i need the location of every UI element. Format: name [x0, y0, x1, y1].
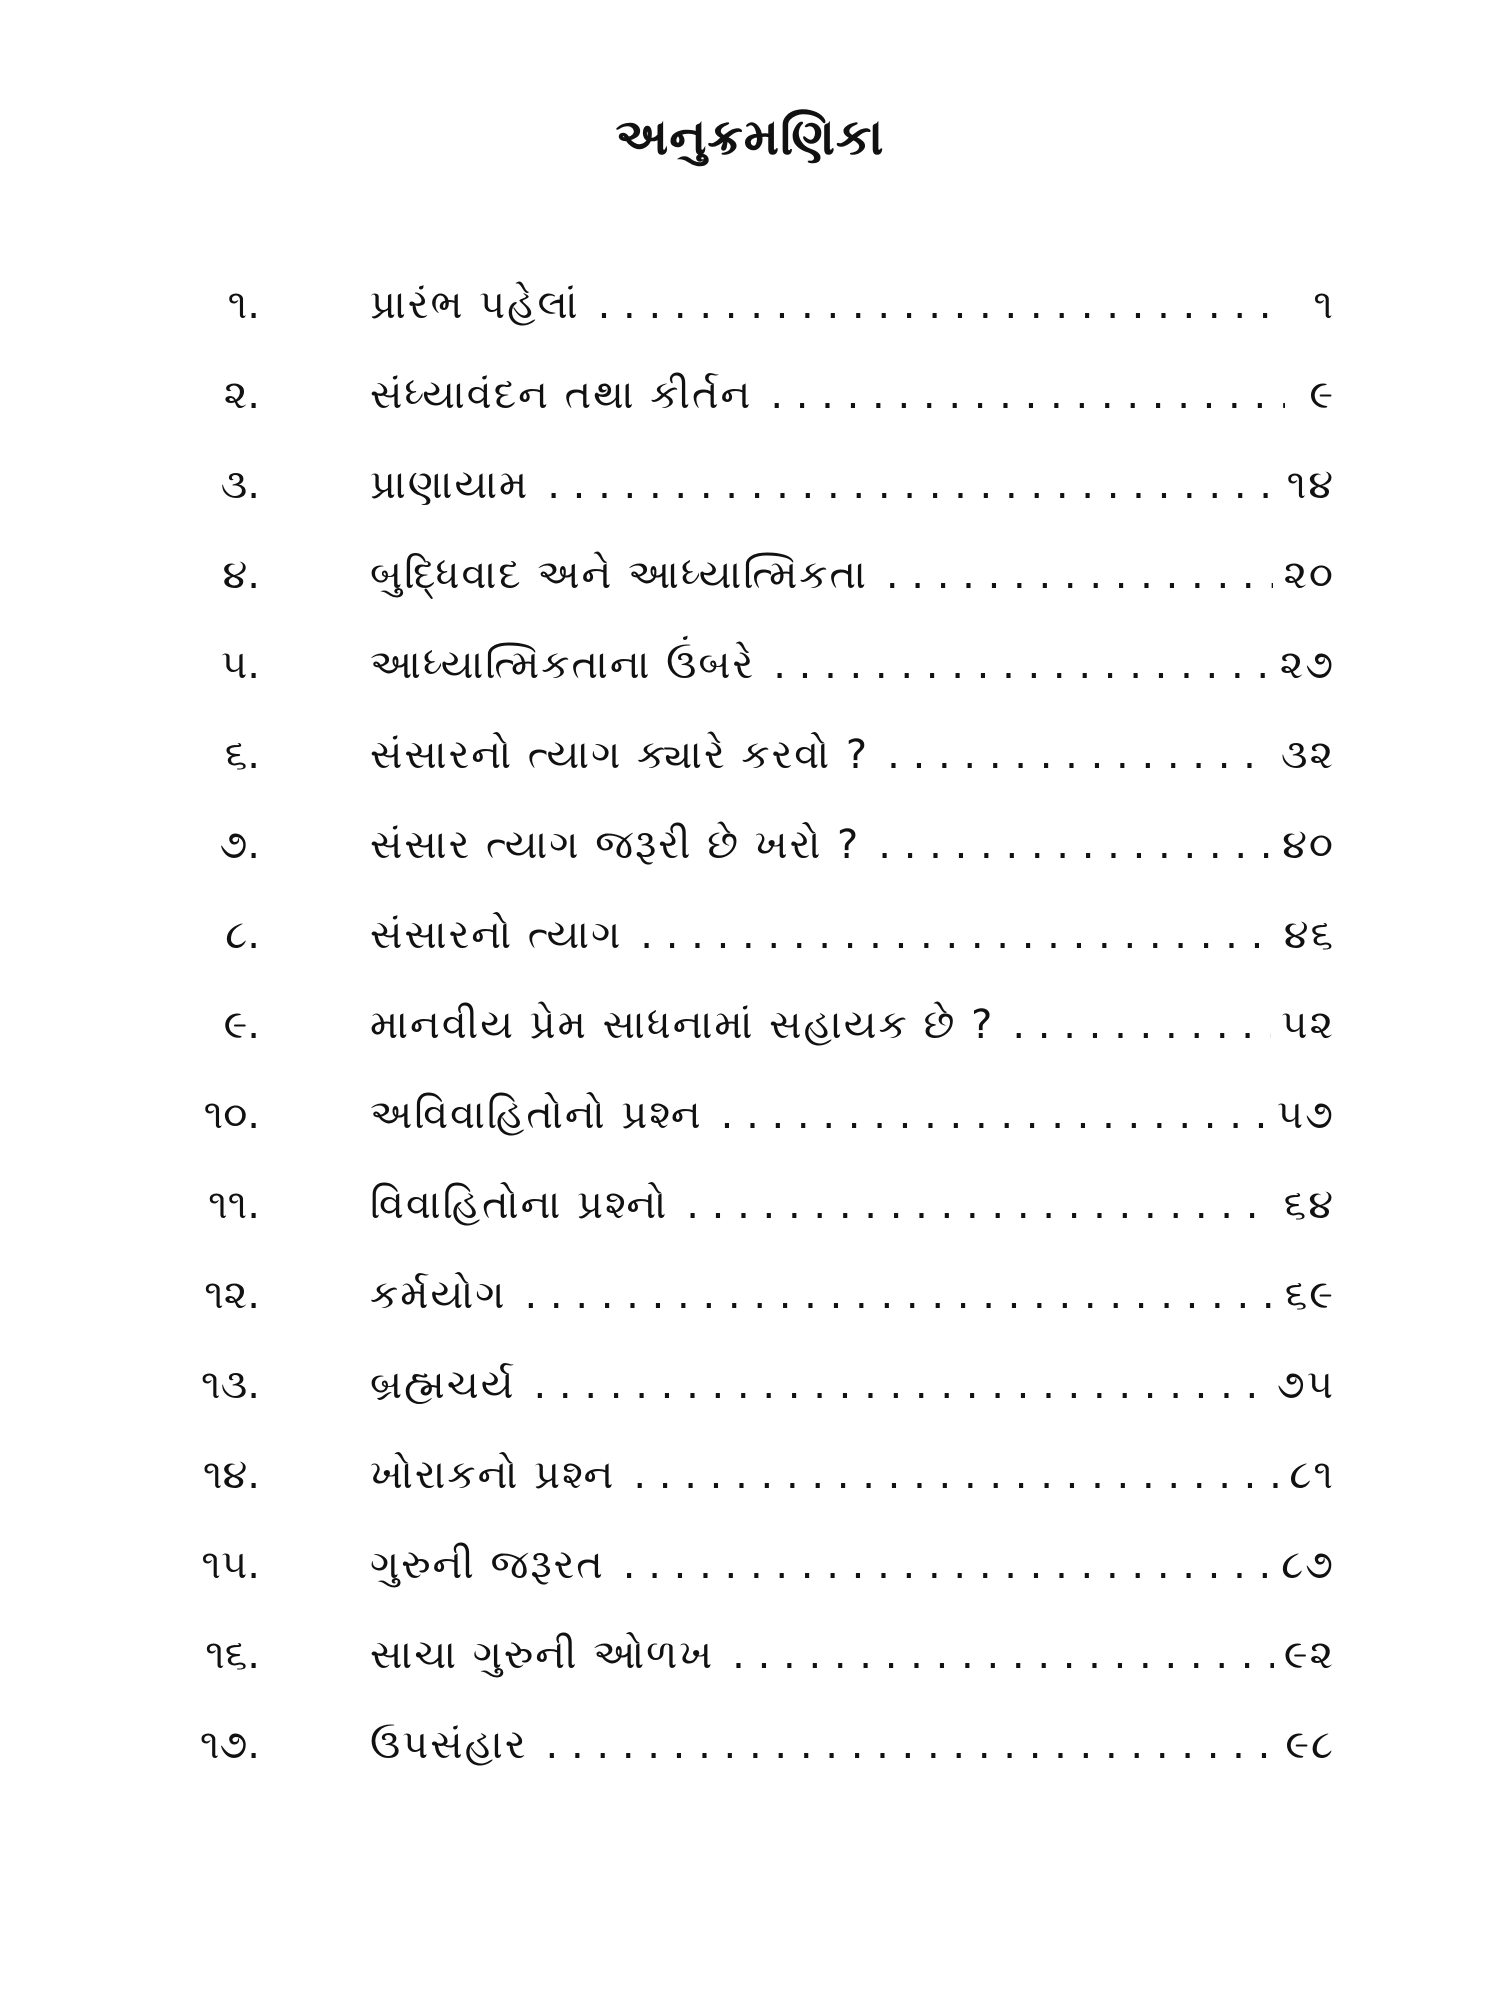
toc-entry-title: બ્રહ્મચર્ય	[370, 1362, 516, 1408]
toc-entry-page-number: ૬૯	[1284, 1272, 1335, 1318]
toc-entry-number: ૪.	[222, 552, 260, 598]
toc-entry	[150, 822, 1335, 912]
toc-entry	[150, 552, 1335, 642]
toc-entry-number: ૧૭.	[199, 1722, 260, 1768]
toc-entry-title: ઉપસંહાર	[370, 1722, 528, 1768]
dot-leader	[598, 282, 1285, 328]
dot-leader	[887, 732, 1271, 778]
toc-entry-title: પ્રાણાયામ	[370, 462, 530, 508]
toc-entry-number: ૧૧.	[208, 1182, 260, 1228]
table-of-contents	[150, 282, 1335, 1812]
toc-entry-page-number: ૬૪	[1283, 1182, 1335, 1228]
dot-leader	[770, 372, 1285, 418]
toc-entry	[150, 282, 1335, 372]
toc-entry-title: કર્મયોગ	[370, 1272, 507, 1318]
toc-entry	[150, 462, 1335, 552]
toc-entry-number: ૧૫.	[201, 1542, 260, 1588]
toc-entry-title: માનવીય પ્રેમ સાધનામાં સહાયક છે ?	[370, 1002, 995, 1048]
dot-leader	[878, 822, 1272, 868]
toc-entry-title: પ્રારંભ પહેલાં	[370, 282, 580, 328]
toc-entry	[150, 1452, 1335, 1542]
toc-entry-title: સાચા ગુરુની ઓળખ	[370, 1632, 715, 1678]
toc-entry-number: ૭.	[219, 822, 260, 868]
toc-entry-number: ૨.	[223, 372, 260, 418]
toc-entry-page-number: ૧૪	[1286, 462, 1335, 508]
toc-entry-number: ૧૨.	[204, 1272, 260, 1318]
toc-entry-page-number: ૯૮	[1285, 1722, 1335, 1768]
toc-entry-page-number: ૪૦	[1282, 822, 1335, 868]
toc-entry-page-number: ૩૨	[1280, 732, 1335, 778]
toc-entry	[150, 1542, 1335, 1632]
dot-leader	[886, 552, 1274, 598]
dot-leader	[686, 1182, 1274, 1228]
toc-entry-title: ખોરાકનો પ્રશ્ન	[370, 1452, 616, 1498]
toc-entry	[150, 1632, 1335, 1722]
toc-entry	[150, 912, 1335, 1002]
toc-entry-number: ૧૪.	[202, 1452, 260, 1498]
dot-leader	[623, 1542, 1271, 1588]
toc-entry	[150, 1272, 1335, 1362]
toc-entry	[150, 732, 1335, 822]
dot-leader	[773, 642, 1270, 688]
dot-leader	[721, 1092, 1267, 1138]
toc-entry	[150, 1182, 1335, 1272]
toc-entry-page-number: ૯	[1309, 372, 1335, 418]
toc-entry-number: ૬.	[224, 732, 260, 778]
toc-entry-page-number: ૫૨	[1281, 1002, 1335, 1048]
toc-entry-number: ૧૩.	[201, 1362, 260, 1408]
toc-entry-title: બુદ્ધિવાદ અને આધ્યાત્મિકતા	[370, 552, 868, 598]
toc-entry-page-number: ૧	[1313, 282, 1335, 328]
toc-entry-title: ગુરુની જરૂરત	[370, 1542, 605, 1588]
dot-leader	[1012, 1002, 1271, 1048]
toc-entry-number: ૩.	[220, 462, 260, 508]
dot-leader	[546, 1722, 1276, 1768]
toc-entry-page-number: ૮૧	[1289, 1452, 1335, 1498]
toc-entry	[150, 1362, 1335, 1452]
toc-entry	[150, 1722, 1335, 1812]
dot-leader	[640, 912, 1274, 958]
dot-leader	[732, 1632, 1274, 1678]
dot-leader	[533, 1362, 1266, 1408]
toc-entry-title: સંધ્યાવંદન તથા કીર્તન	[370, 372, 753, 418]
toc-entry-title: સંસારનો ત્યાગ	[370, 912, 623, 958]
toc-entry	[150, 642, 1335, 732]
toc-entry-page-number: ૮૭	[1281, 1542, 1335, 1588]
toc-entry-number: ૮.	[225, 912, 260, 958]
toc-entry-page-number: ૫૭	[1276, 1092, 1335, 1138]
toc-entry-number: ૧૦.	[203, 1092, 260, 1138]
toc-entry-title: સંસારનો ત્યાગ ક્યારે કરવો ?	[370, 732, 870, 778]
toc-entry-number: ૧૬.	[205, 1632, 260, 1678]
toc-entry-number: ૯.	[223, 1002, 260, 1048]
toc-entry	[150, 1002, 1335, 1092]
toc-entry-title: આધ્યાત્મિકતાના ઉંબરે	[370, 642, 756, 688]
toc-entry-title: વિવાહિતોના પ્રશ્નો	[370, 1182, 669, 1228]
toc-entry-page-number: ૭૫	[1276, 1362, 1335, 1408]
toc-entry-number: ૫.	[221, 642, 260, 688]
toc-entry-title: સંસાર ત્યાગ જરૂરી છે ખરો ?	[370, 822, 861, 868]
dot-leader	[547, 462, 1276, 508]
toc-entry-page-number: ૨૦	[1283, 552, 1335, 598]
toc-entry-page-number: ૨૭	[1279, 642, 1335, 688]
toc-entry-page-number: ૯૨	[1283, 1632, 1335, 1678]
toc-entry	[150, 372, 1335, 462]
page-title: અનુક્રમણિકા	[615, 108, 885, 166]
dot-leader	[524, 1272, 1274, 1318]
toc-entry-title: અવિવાહિતોનો પ્રશ્ન	[370, 1092, 703, 1138]
toc-entry-page-number: ૪૬	[1283, 912, 1335, 958]
toc-entry-number: ૧.	[227, 282, 260, 328]
toc-entry	[150, 1092, 1335, 1182]
dot-leader	[633, 1452, 1279, 1498]
